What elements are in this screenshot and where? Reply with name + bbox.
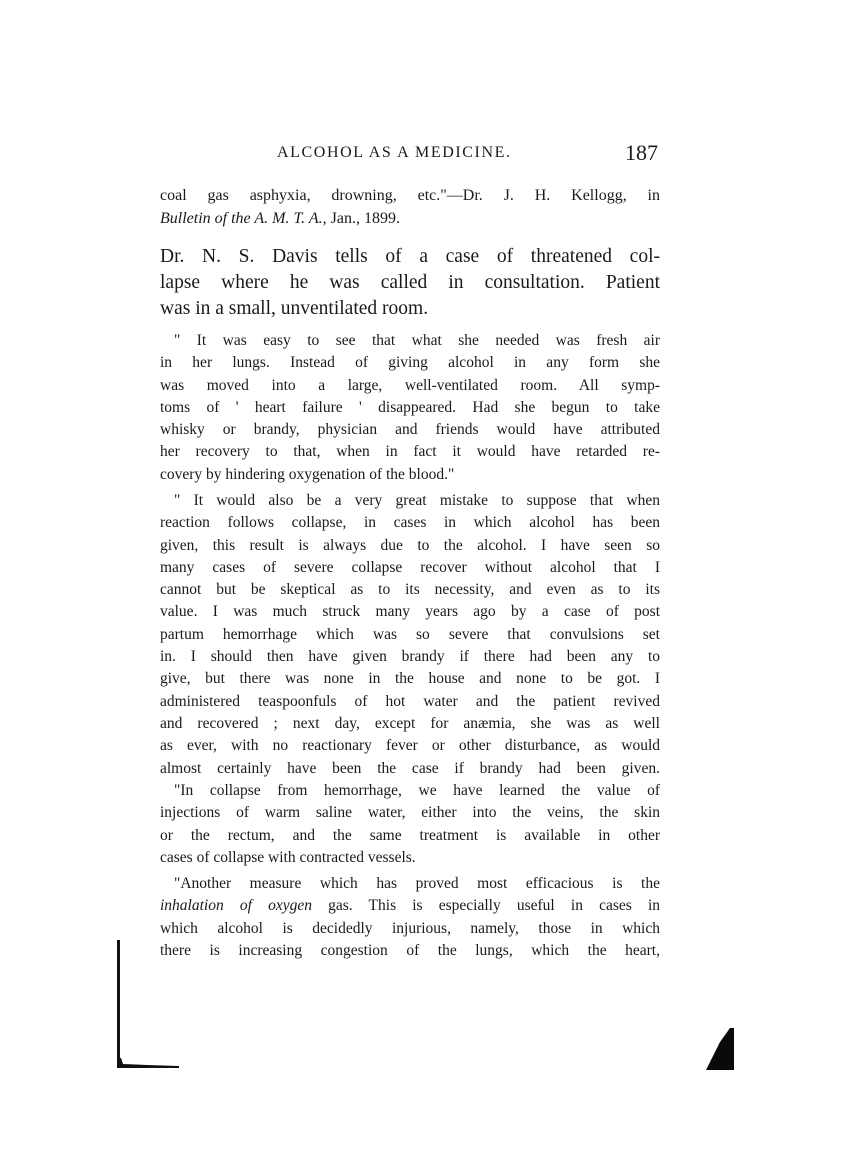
quote-line: and recovered ; next day, except for anæmia, she was as well (160, 714, 660, 732)
lead-paragraph (160, 244, 660, 322)
quote-line: or the rectum, and the same treatment is available in other (160, 826, 660, 844)
citation-paragraph (160, 184, 660, 230)
italic-phrase: inhalation of oxygen (160, 897, 312, 915)
quote-line: as ever, with no reactionary fever or other disturbance, as would (160, 737, 660, 755)
quote-line: injections of warm saline water, either into the veins, the skin (160, 804, 660, 822)
quote-line: in her lungs. Instead of giving alcohol in any form she (160, 354, 660, 372)
quote-line: which alcohol is decidedly injurious, namely, those in which (160, 919, 660, 937)
quote-line: cannot but be skeptical as to its necessity, and even as to its (160, 581, 660, 599)
running-title: ALCOHOL AS A MEDICINE. (277, 144, 512, 161)
lead-line: lapse where he was called in consultation. Patient (160, 272, 660, 293)
quote-line: her recovery to that, when in fact it would have retarded re- (160, 443, 660, 461)
quote-line: given, this result is always due to the alcohol. I have seen so (160, 536, 660, 554)
quote-line: reaction follows collapse, in cases in which alcohol has been (160, 514, 660, 532)
running-head (160, 140, 660, 170)
page-number: 187 (625, 140, 658, 165)
quote-line: " It would also be a very great mistake to suppose that when (174, 492, 660, 509)
citation-date: , Jan., 1899. (322, 210, 400, 227)
scan-corner-mark (706, 1028, 736, 1070)
quote-paragraph-1 (160, 330, 660, 486)
quote-line: administered teaspoonfuls of hot water and the patient revived (160, 692, 660, 710)
quote-line: whisky or brandy, physician and friends would have attributed (160, 421, 660, 439)
quote-line: " It was easy to see that what she needed was fresh air (174, 332, 660, 349)
lead-line: Dr. N. S. Davis tells of a case of threatened col- (160, 246, 660, 267)
quote-line: cases of collapse with contracted vessels. (160, 848, 416, 866)
quote-line: in. I should then have given brandy if there had been any to (160, 648, 660, 666)
quote-line: almost certainly have been the case if brandy had been given. (160, 759, 660, 777)
quote-line: partum hemorrhage which was so severe that convulsions set (160, 625, 660, 643)
scan-edge-bar (117, 940, 120, 1066)
quote-line: there is increasing congestion of the lungs, which the heart, (160, 941, 660, 959)
citation-journal-title: Bulletin of the A. M. T. A. (160, 210, 323, 227)
quote-paragraph-2 (160, 490, 660, 780)
quote-paragraph-4 (160, 873, 660, 962)
quote-line: "Another measure which has proved most efficacious is the (174, 875, 660, 892)
scan-edge-mark (117, 1058, 179, 1068)
citation-line-1: coal gas asphyxia, drowning, etc."—Dr. J. H. Kellogg, in (160, 187, 660, 204)
quote-paragraph-3 (160, 780, 660, 869)
citation-line-2 (160, 207, 660, 230)
quote-line: covery by hindering oxygenation of the blood." (160, 465, 455, 483)
quote-line: "In collapse from hemorrhage, we have learned the value of (174, 782, 660, 799)
quote-line (160, 895, 660, 917)
quote-line: was moved into a large, well-ventilated room. All symp- (160, 376, 660, 394)
quote-line: value. I was much struck many years ago by a case of post (160, 603, 660, 621)
quote-line: give, but there was none in the house and none to be got. I (160, 670, 660, 688)
quote-line-rest: gas. This is especially useful in cases in (311, 897, 661, 915)
quote-line: many cases of severe collapse recover without alcohol that I (160, 558, 660, 576)
quote-line: toms of ' heart failure ' disappeared. Had she begun to take (160, 398, 660, 416)
lead-line: was in a small, unventilated room. (160, 298, 429, 319)
